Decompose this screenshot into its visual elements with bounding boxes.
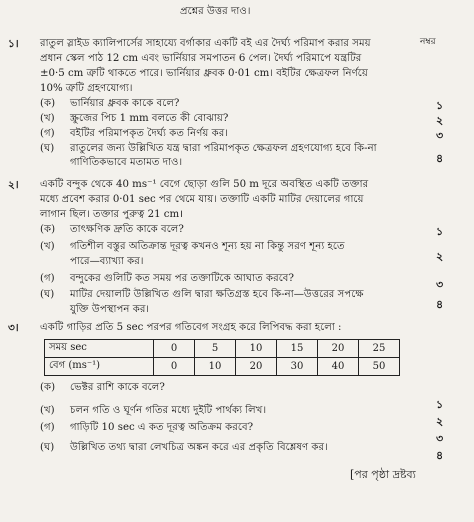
table-cell: 40	[318, 358, 359, 376]
top-text: প্রশ্নের উত্তর দাও।	[180, 6, 251, 17]
q1d-text-2: গাণিতিকভাবে মতামত দাও।	[70, 157, 183, 168]
marks-label: নম্বর	[420, 37, 436, 47]
q1c-label: (গ)	[40, 128, 55, 139]
table-cell: 20	[318, 340, 359, 358]
q3d-mark: ৪	[436, 449, 444, 462]
q2b-text: গতিশীল বস্তুর অতিক্রান্ত দূরত্ব কখনও শূন্য হয় না কিন্তু সরণ শূন্য হতে	[70, 241, 345, 252]
q3d-label: (ঘ)	[40, 442, 55, 453]
q3a-text: ভেক্টর রাশি কাকে বলে?	[70, 382, 165, 393]
table-cell: 10	[195, 358, 236, 376]
q2b-mark: ২	[436, 250, 444, 263]
q3a-label: (ক)	[40, 382, 56, 393]
table-cell: 50	[359, 358, 400, 376]
q1b-label: (খ)	[40, 113, 55, 124]
q1-line-1: রাতুল স্লাইড ক্যালিপার্সের সাহায্যে বর্গাকার একটি বই এর দৈর্ঘ্য পরিমাপ করার সময়	[40, 38, 371, 49]
q1-line-2: প্রধান স্কেল পাঠ 12 cm এবং ভার্নিয়ার সমপাতন 6 পেল। দৈর্ঘ্য পরিমাপে যন্ত্রটির	[40, 53, 362, 64]
table-cell: 15	[277, 340, 318, 358]
q3b-label: (খ)	[40, 405, 55, 416]
table-cell: 5	[195, 340, 236, 358]
q2d-text-2: যুক্তি উপস্থাপন কর।	[70, 304, 150, 315]
q2d-label: (ঘ)	[40, 289, 55, 300]
q2a-text: তাৎক্ষণিক দ্রুতি কাকে বলে?	[70, 224, 184, 235]
q2b-text-2: পারে—ব্যাখ্যা কর।	[70, 256, 144, 267]
q1a-text: ভার্নিয়ার ধ্রুবক কাকে বলে?	[70, 98, 180, 109]
q1d-label: (ঘ)	[40, 143, 55, 154]
q3c-label: (গ)	[40, 422, 55, 433]
q3d-text: উল্লিখিত তথ্য দ্বারা লেখচিত্র অঙ্কন করে এর প্রকৃতি বিশ্লেষণ কর।	[70, 442, 328, 453]
table-cell: 20	[236, 358, 277, 376]
table-cell: 0	[154, 358, 195, 376]
q1c-mark: ৩	[436, 129, 444, 142]
q3a-mark: ১	[436, 398, 444, 411]
q3b-mark: ২	[436, 415, 444, 428]
q3-intro: একটি গাড়ির প্রতি 5 sec পরপর গতিবেগ সংগ্রহ করে লিপিবদ্ধ করা হলো :	[40, 322, 342, 333]
question-3-number: ৩।	[8, 322, 19, 334]
q1a-label: (ক)	[40, 98, 56, 109]
q3c-text: গাড়িটি 10 sec এ কত দূরত্ব অতিক্রম করবে?	[70, 422, 254, 433]
q1a-mark: ১	[436, 99, 444, 112]
q2d-mark: ৪	[436, 298, 444, 311]
q2d-text: মাটির দেয়ালটি উল্লিখিত গুলি দ্বারা ক্ষতিগ্রস্ত হবে কি-না—উত্তরের সপক্ষে	[70, 289, 364, 300]
question-1-number: ১।	[8, 38, 19, 50]
q2a-mark: ১	[436, 225, 444, 238]
q2c-mark: ৩	[436, 278, 444, 291]
table-cell: 30	[277, 358, 318, 376]
q2c-text: বন্দুকের গুলিটি কত সময় পর তক্তাটিকে আঘাত করবে?	[70, 273, 294, 284]
q1c-text: বইটির পরিমাপকৃত দৈর্ঘ্য কত নির্ণয় কর।	[70, 128, 228, 139]
table-header-velocity: বেগ (ms⁻¹)	[45, 358, 154, 376]
q1d-mark: ৪	[436, 152, 444, 165]
q1-line-3: ±0·5 cm ত্রুটি থাকতে পারে। ভার্নিয়ার ধ্রুবক 0·01 cm। বইটির ক্ষেত্রফল নির্ণয়ে	[40, 68, 368, 79]
q3b-text: চলন গতি ও ঘূর্ণন গতির মধ্যে দুইটি পার্থক্য লিখ।	[70, 405, 267, 416]
table-cell: 0	[154, 340, 195, 358]
question-2-number: ২।	[8, 179, 19, 191]
q1-line-4: 10% ত্রুটি গ্রহণযোগ্য।	[40, 83, 133, 94]
speed-time-table	[44, 339, 400, 376]
q2-line-1: একটি বন্দুক থেকে 40 ms⁻¹ বেগে ছোড়া গুলি 50 m দূরে অবস্থিত একটি তক্তার	[40, 179, 369, 190]
q2c-label: (গ)	[40, 273, 55, 284]
q2a-label: (ক)	[40, 224, 56, 235]
q2-line-3: লাগান ছিল। তক্তার পুরুত্ব 21 cm।	[40, 209, 184, 220]
q1d-text: রাতুলের জন্য উল্লিখিত যন্ত্র দ্বারা পরিমাপকৃত ক্ষেত্রফল গ্রহণযোগ্য হবে কি-না	[70, 143, 377, 154]
table-cell: 25	[359, 340, 400, 358]
table-row	[45, 340, 400, 358]
q1b-mark: ২	[436, 114, 444, 127]
q2b-label: (খ)	[40, 241, 55, 252]
q2-line-2: মধ্যে প্রবেশ করার 0·01 sec পর থেমে যায়। তক্তাটি একটি মাটির দেয়ালের গায়ে	[40, 194, 364, 205]
footer-note: [পর পৃষ্ঠা দ্রষ্টব্য	[350, 468, 416, 481]
table-header-time: সময় sec	[45, 340, 154, 358]
table-cell: 10	[236, 340, 277, 358]
q3c-mark: ৩	[436, 432, 444, 445]
table-row	[45, 358, 400, 376]
q1b-text: স্ক্রুজের পিচ 1 mm বলতে কী বোঝায়?	[70, 113, 229, 124]
